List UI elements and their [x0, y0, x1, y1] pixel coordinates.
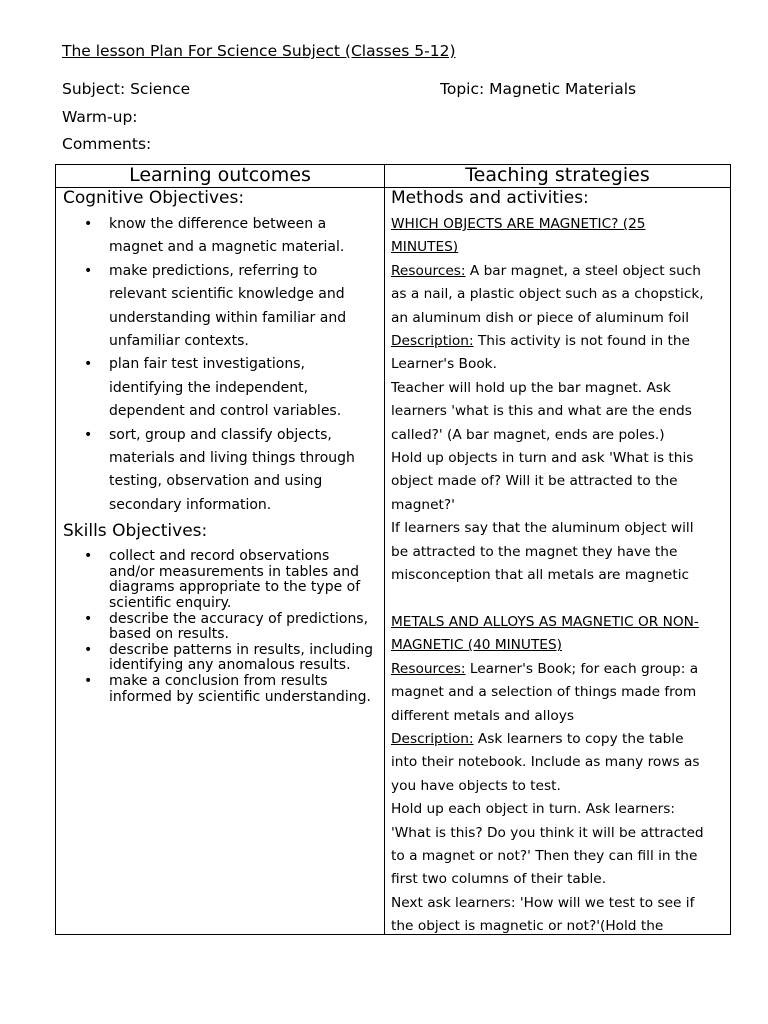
list-item-line: scientific enquiry.: [109, 595, 232, 612]
table-header-row: [56, 165, 730, 188]
methods-line: [391, 564, 725, 587]
bullet-icon: •: [84, 356, 93, 373]
cognitive-objective-item: [63, 353, 377, 423]
list-item-line: unfamiliar contexts.: [109, 333, 249, 350]
methods-line: [391, 915, 725, 933]
skill-objective-item: [63, 549, 377, 611]
lesson-plan-table: [55, 164, 731, 935]
list-item-line: sort, group and classify objects,: [109, 426, 332, 443]
line-text: first two columns of their table.: [391, 871, 607, 888]
methods-line: [391, 868, 725, 891]
line-text: learners 'what is this and what are the ends: [391, 403, 692, 420]
methods-line: [391, 307, 725, 330]
list-item-line: magnet and a magnetic material.: [109, 239, 345, 256]
cognitive-objective-item: [63, 260, 377, 354]
underlined-text: MAGNETIC (40 MINUTES): [391, 637, 562, 654]
line-text: different metals and alloys: [391, 707, 574, 724]
underlined-text: WHICH OBJECTS ARE MAGNETIC? (25: [391, 216, 646, 232]
bullet-icon: •: [84, 216, 93, 232]
line-text: magnet and a selection of things made from: [391, 684, 697, 701]
methods-line: [391, 213, 725, 236]
line-text: into their notebook. Include as many rows as: [391, 754, 700, 771]
line-text: Teacher will hold up the bar magnet. Ask: [391, 379, 671, 396]
topic-label: Topic: Magnetic Materials: [440, 80, 637, 98]
cognitive-objectives-list: [63, 213, 377, 517]
methods-line: [391, 517, 725, 540]
skill-objective-item: [63, 674, 377, 705]
line-text: as a nail, a plastic object such as a chopstick,: [391, 286, 704, 303]
methods-heading: Methods and activities:: [391, 188, 589, 208]
line-text: the object is magnetic or not?'(Hold the: [391, 918, 664, 933]
methods-line: [391, 751, 725, 774]
line-text: This activity is not found in the: [473, 333, 690, 350]
teaching-strategies-cell: [391, 188, 725, 933]
underlined-text: Description:: [391, 730, 474, 747]
methods-line: [391, 260, 725, 283]
bullet-icon: •: [84, 548, 93, 565]
list-item-line: testing, observation and using: [109, 473, 323, 490]
methods-line: [391, 470, 725, 493]
methods-line: [391, 424, 725, 447]
list-item-line: and/or measurements in tables and: [109, 563, 359, 580]
underlined-text: MINUTES): [391, 239, 459, 256]
column-divider: [384, 165, 385, 934]
methods-line: [391, 845, 725, 868]
underlined-text: Description:: [391, 333, 474, 350]
methods-line: [391, 634, 725, 657]
list-item-line: understanding within familiar and: [109, 309, 347, 326]
line-text: magnet?': [391, 496, 455, 513]
list-item-line: informed by scientific understanding.: [109, 688, 371, 705]
bullet-icon: •: [84, 426, 93, 443]
methods-text: [391, 213, 725, 933]
list-item-line: make a conclusion from results: [109, 673, 328, 690]
skills-objectives-heading: Skills Objectives:: [63, 521, 208, 542]
line-text: Hold up objects in turn and ask 'What is this: [391, 450, 694, 467]
subject-label: Subject: Science: [62, 80, 191, 98]
learning-outcomes-heading: Learning outcomes: [129, 164, 311, 186]
line-text: 'What is this? Do you think it will be attracted: [391, 824, 704, 841]
methods-line: [391, 775, 725, 798]
document-title: The lesson Plan For Science Subject (Classes 5-12): [62, 42, 456, 60]
methods-line: [391, 728, 725, 751]
list-item-line: secondary information.: [109, 496, 272, 513]
cognitive-objective-item: [63, 213, 377, 260]
cognitive-objective-item: [63, 424, 377, 518]
list-item-line: diagrams appropriate to the type of: [109, 579, 361, 596]
methods-line: [391, 447, 725, 470]
methods-line: [391, 330, 725, 353]
list-item-line: describe patterns in results, including: [109, 641, 374, 658]
list-item-line: know the difference between a: [109, 216, 327, 232]
bullet-icon: •: [84, 641, 93, 658]
list-item-line: dependent and control variables.: [109, 403, 342, 420]
cognitive-objectives-heading: Cognitive Objectives:: [63, 188, 245, 208]
list-item-line: identifying the independent,: [109, 379, 309, 396]
methods-line: [391, 611, 725, 634]
line-text: you have objects to test.: [391, 777, 561, 794]
list-item-line: relevant scientific knowledge and: [109, 286, 345, 303]
underlined-text: Resources:: [391, 660, 466, 677]
line-text: an aluminum dish or piece of aluminum foil: [391, 309, 690, 326]
methods-line: [391, 822, 725, 845]
methods-line: [391, 400, 725, 423]
methods-line: [391, 236, 725, 259]
line-text: Learner's Book.: [391, 356, 497, 373]
list-item-line: identifying any anomalous results.: [109, 657, 351, 674]
methods-line: [391, 705, 725, 728]
methods-line: [391, 658, 725, 681]
list-item-line: make predictions, referring to: [109, 262, 318, 279]
line-text: Hold up each object in turn. Ask learners:: [391, 801, 675, 818]
line-text: be attracted to the magnet they have the: [391, 543, 678, 560]
methods-line: [391, 681, 725, 704]
bullet-icon: •: [84, 673, 93, 690]
comments-label: Comments:: [62, 135, 152, 153]
teaching-strategies-heading: Teaching strategies: [465, 164, 650, 186]
line-text: misconception that all metals are magnetic: [391, 567, 690, 584]
learning-outcomes-cell: [63, 188, 377, 705]
methods-line: [391, 798, 725, 821]
methods-line: [391, 892, 725, 915]
methods-line: [391, 377, 725, 400]
line-text: If learners say that the aluminum object will: [391, 520, 694, 537]
warmup-label: Warm-up:: [62, 108, 138, 126]
methods-line: [391, 353, 725, 376]
skill-objective-item: [63, 643, 377, 674]
list-item-line: materials and living things through: [109, 450, 355, 467]
underlined-text: METALS AND ALLOYS AS MAGNETIC OR NON-: [391, 613, 699, 630]
list-item-line: based on results.: [109, 626, 229, 643]
bullet-icon: •: [84, 610, 93, 627]
line-text: Next ask learners: 'How will we test to see if: [391, 894, 695, 911]
line-text: Learner's Book; for each group: a: [465, 660, 699, 677]
skills-objectives-list: [63, 549, 377, 705]
methods-line: [391, 283, 725, 306]
underlined-text: Resources:: [391, 262, 466, 279]
list-item-line: plan fair test investigations,: [109, 356, 305, 373]
line-text: Ask learners to copy the table: [473, 730, 684, 747]
line-text: A bar magnet, a steel object such: [465, 262, 701, 279]
methods-line: [391, 541, 725, 564]
line-text: object made of? Will it be attracted to the: [391, 473, 678, 490]
methods-line: [391, 588, 725, 611]
list-item-line: describe the accuracy of predictions,: [109, 610, 369, 627]
line-text: called?' (A bar magnet, ends are poles.): [391, 426, 665, 443]
skill-objective-item: [63, 612, 377, 643]
bullet-icon: •: [84, 262, 93, 279]
line-text: to a magnet or not?' Then they can fill in the: [391, 847, 698, 864]
list-item-line: collect and record observations: [109, 548, 330, 565]
methods-line: [391, 494, 725, 517]
